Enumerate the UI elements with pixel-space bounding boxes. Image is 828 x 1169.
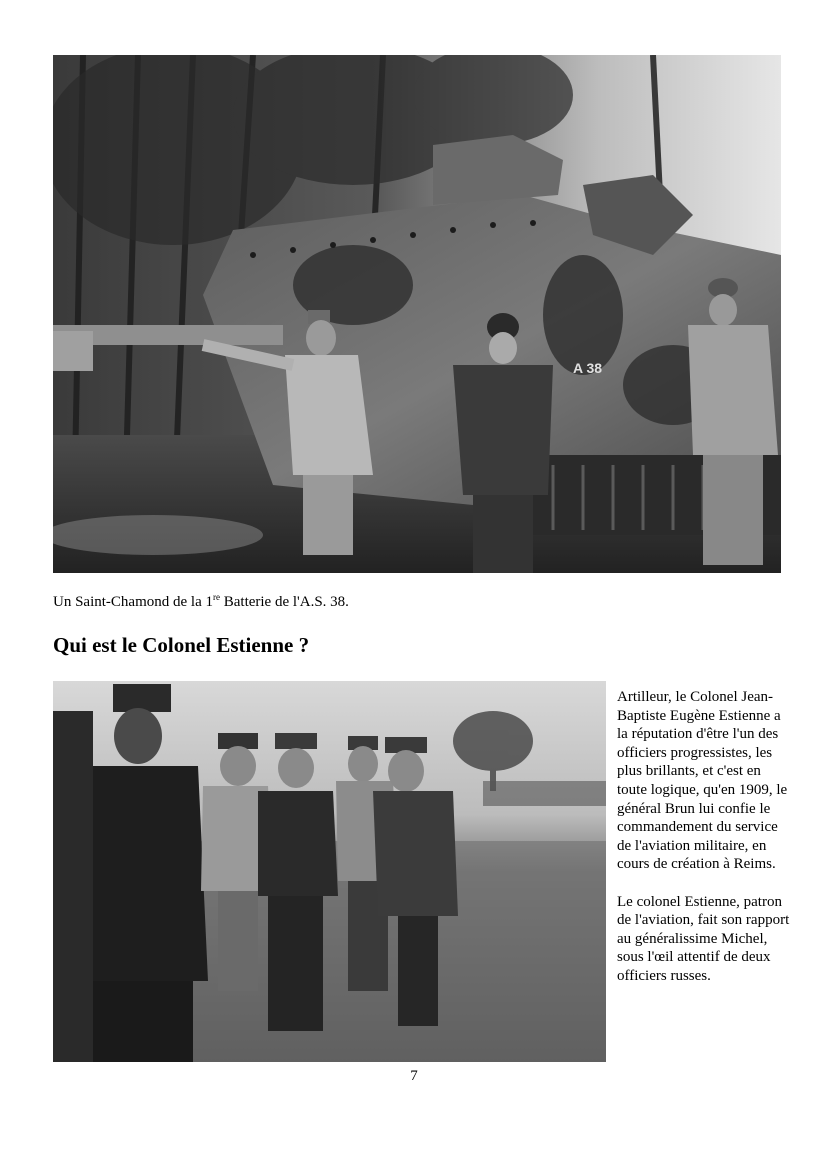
tank-hull-marking: A 38 — [573, 360, 603, 376]
caption-text-after: Batterie de l'A.S. 38. — [219, 594, 349, 610]
tank-photo-drawing — [53, 55, 781, 573]
side-text — [617, 688, 792, 986]
paragraph-estienne-bio: Artilleur, le Colonel Jean-Baptiste Eugène Estienne a la réputation d'être l'un des officiers progressistes, les plus brillants, et c'est en toute logique, qu'en 1909, le général Brun lui confie le commandement du service de l'aviation militaire, en cours de création à Reims. — [617, 689, 788, 873]
officers-photo — [53, 681, 606, 1062]
officers-photo-drawing — [53, 681, 606, 1062]
tank-photo — [53, 55, 781, 573]
caption-text-before: Un Saint-Chamond de la 1 — [53, 594, 213, 610]
photo-caption — [53, 592, 349, 612]
paragraph-photo-description: Le colonel Estienne, patron de l'aviation, fait son rapport au généralissime Michel, sous l'œil attentif de deux officiers russes. — [617, 893, 790, 984]
caption-superscript: re — [212, 592, 220, 602]
page-number: 7 — [410, 1068, 418, 1084]
section-heading: Qui est le Colonel Estienne ? — [53, 633, 310, 657]
